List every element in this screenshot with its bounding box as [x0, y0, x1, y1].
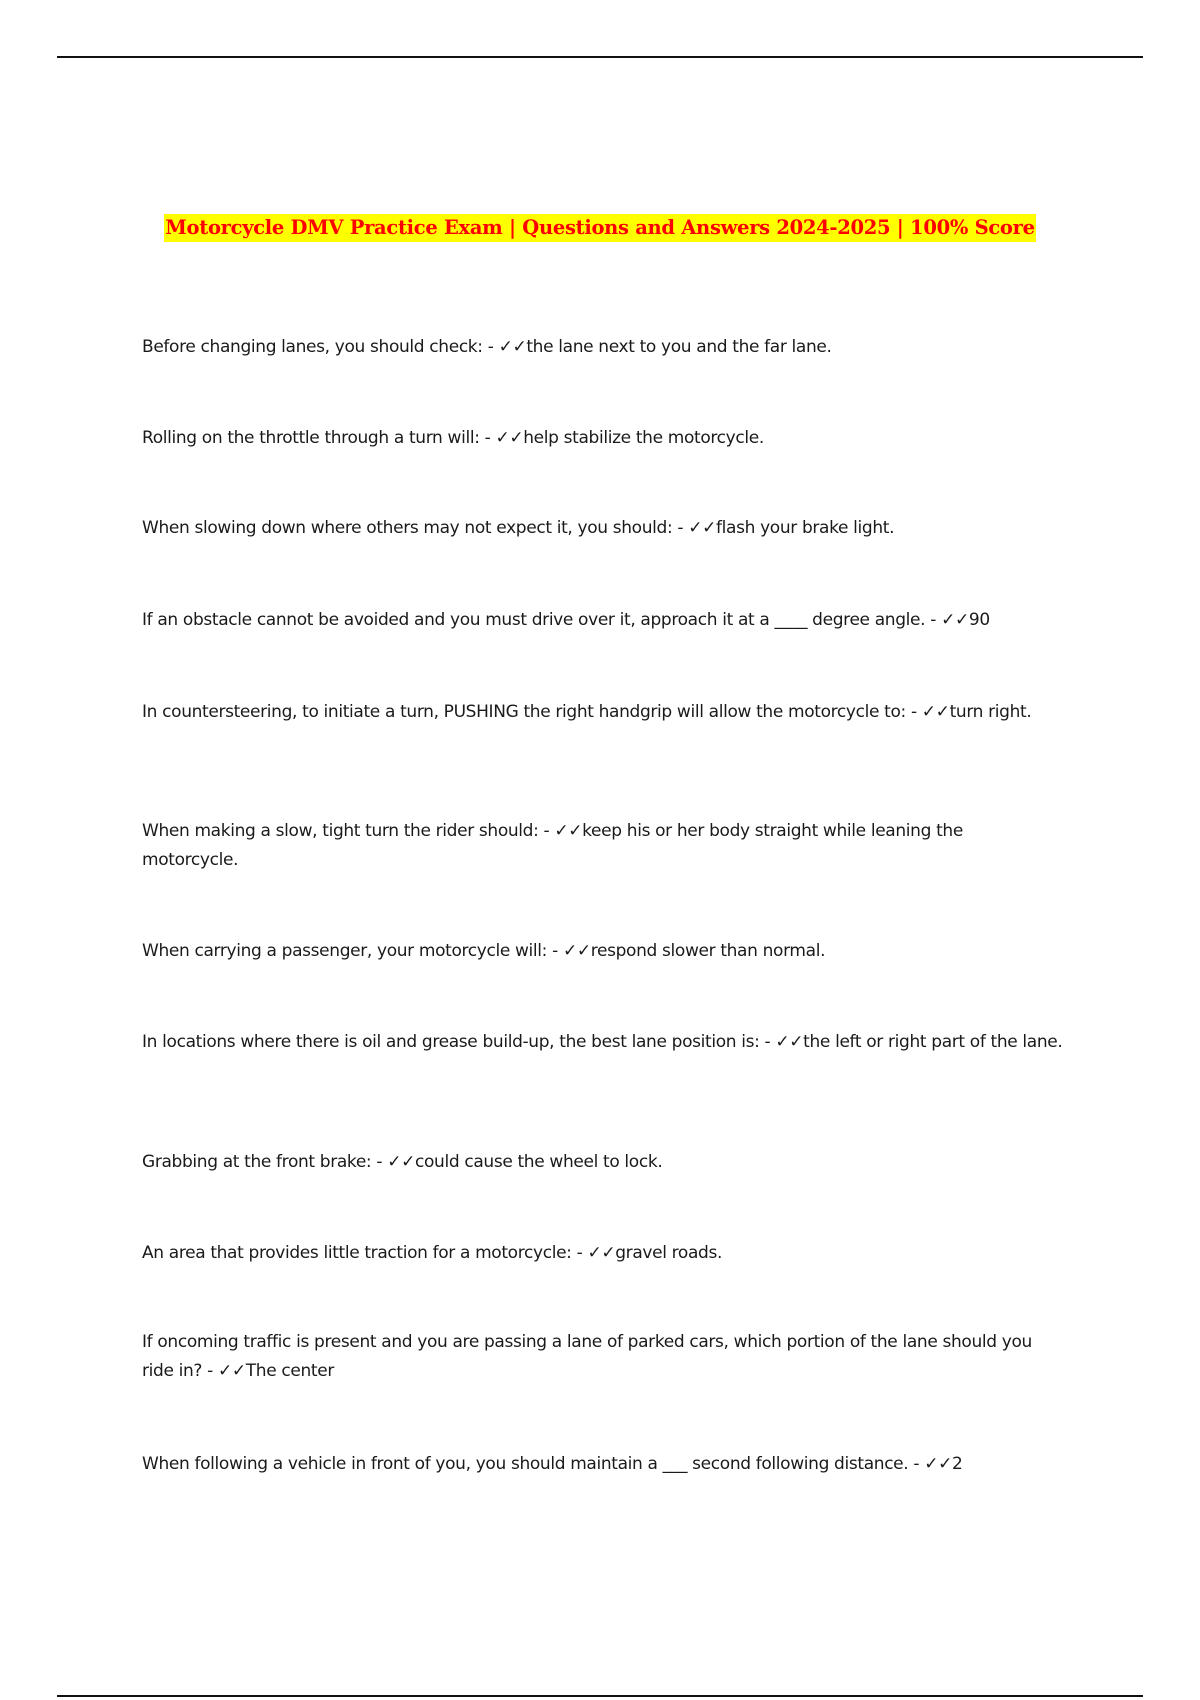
qa-item-2: Rolling on the throttle through a turn will: - ✓✓help stabilize the motorcycle. — [142, 428, 764, 448]
qa-item-6: When making a slow, tight turn the rider should: - ✓✓keep his or her body straight while leaning the motorcycle. — [142, 821, 963, 870]
qa-item-8: In locations where there is oil and grease build-up, the best lane position is: - ✓✓the left or right part of the lane. — [142, 1032, 1063, 1052]
qa-item-10: An area that provides little traction for a motorcycle: - ✓✓gravel roads. — [142, 1243, 723, 1263]
qa-item-5: In countersteering, to initiate a turn, PUSHING the right handgrip will allow the motorcycle to: - ✓✓turn right. — [142, 702, 1032, 722]
bottom-rule — [57, 1695, 1143, 1697]
qa-item-3: When slowing down where others may not expect it, you should: - ✓✓flash your brake light. — [142, 518, 895, 538]
qa-item-9: Grabbing at the front brake: - ✓✓could cause the wheel to lock. — [142, 1152, 663, 1172]
document-title: Motorcycle DMV Practice Exam | Questions and Answers 2024-2025 | 100% Score — [164, 214, 1035, 242]
top-rule — [57, 56, 1143, 58]
qa-item-11: If oncoming traffic is present and you are passing a lane of parked cars, which portion of the lane should you ride in? - ✓✓The center — [142, 1332, 1032, 1381]
title-container — [0, 214, 1200, 242]
qa-item-12: When following a vehicle in front of you, you should maintain a ___ second following distance. - ✓✓2 — [142, 1454, 963, 1474]
qa-item-4: If an obstacle cannot be avoided and you must drive over it, approach it at a ____ degree angle. - ✓✓90 — [142, 610, 990, 630]
qa-item-1: Before changing lanes, you should check: - ✓✓the lane next to you and the far lane. — [142, 337, 832, 357]
qa-item-7: When carrying a passenger, your motorcycle will: - ✓✓respond slower than normal. — [142, 941, 826, 961]
